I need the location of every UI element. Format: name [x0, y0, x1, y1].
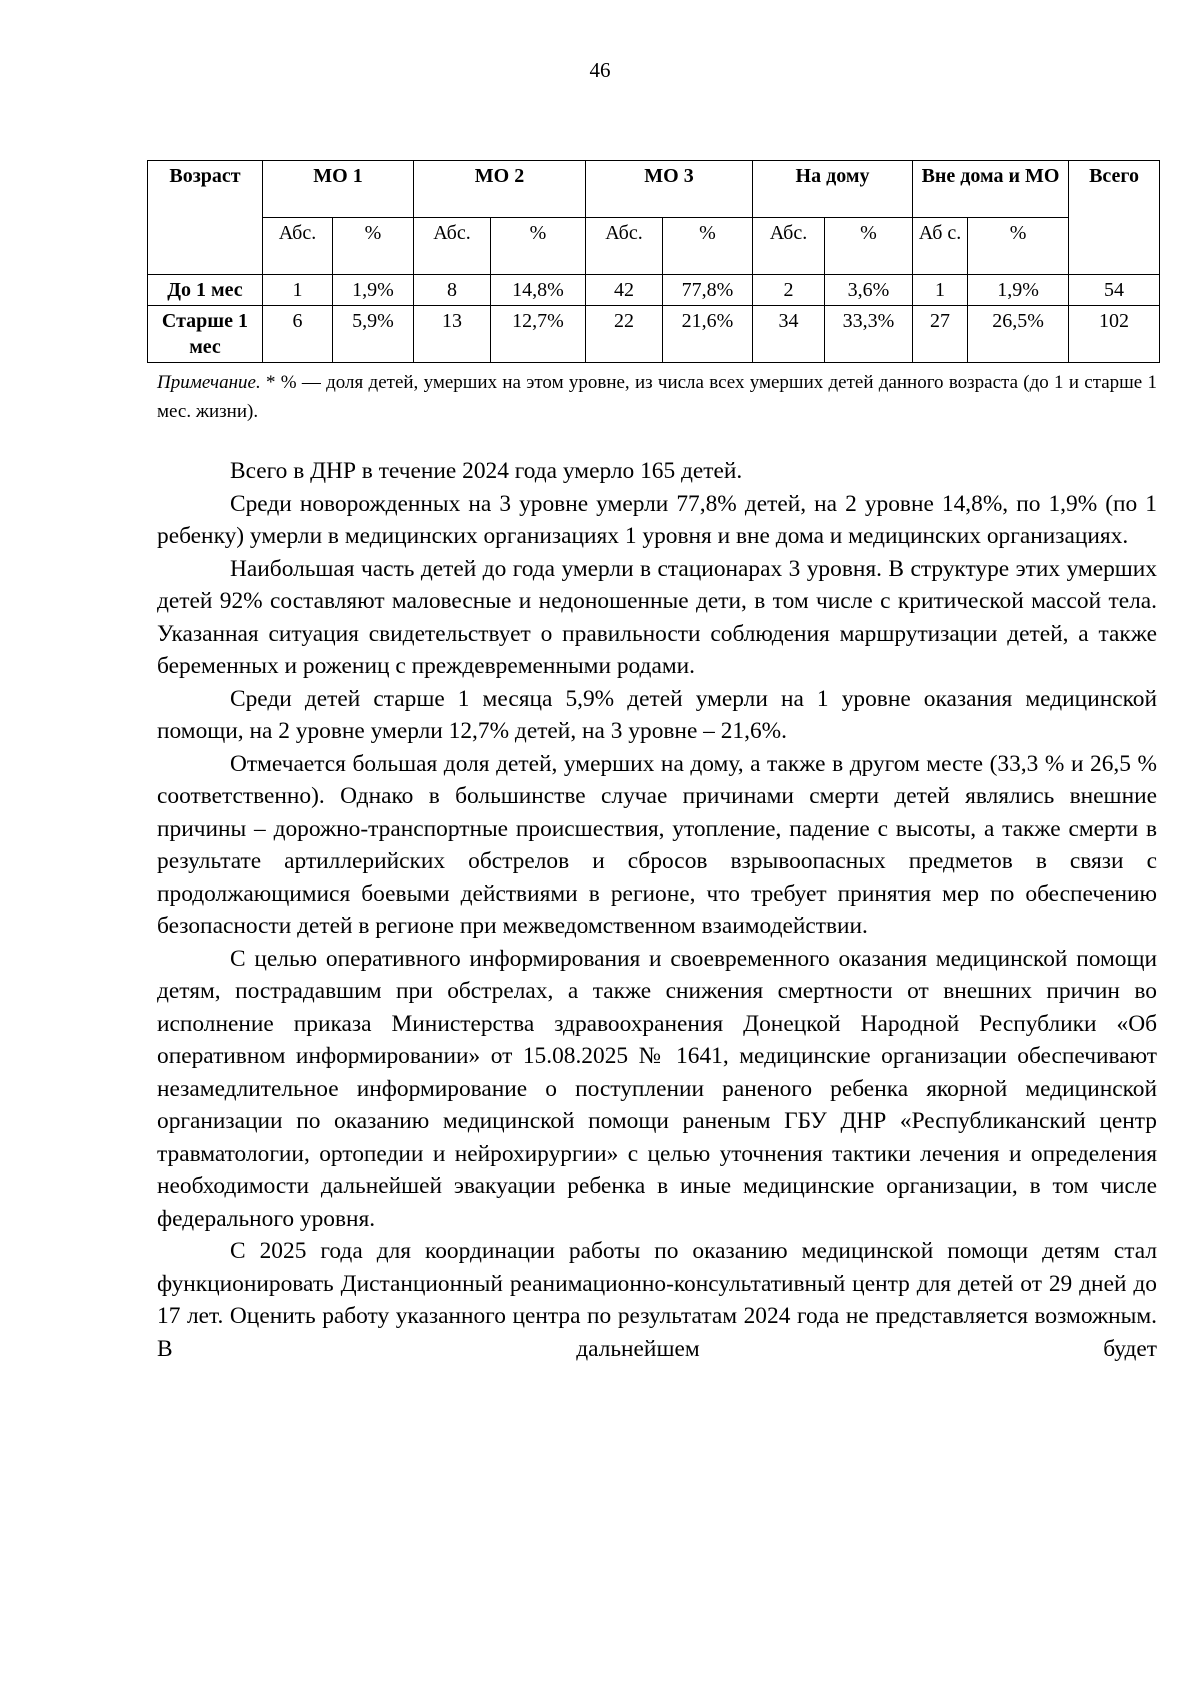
- note-text: * % — доля детей, умерших на этом уровне, из числа всех умерших детей данного возраста (до 1 и старше 1 мес. жизни).: [157, 372, 1157, 422]
- paragraph: Среди новорожденных на 3 уровне умерли 77,8% детей, на 2 уровне 14,8%, по 1,9% (по 1 ребенку) умерли в медицинских организациях 1 уровня и вне дома и медицинских организациях.: [157, 490, 1157, 549]
- table-cell: 33,3%: [825, 306, 913, 363]
- mortality-table: [147, 160, 1160, 363]
- table-cell: 2: [753, 275, 825, 306]
- paragraph: С 2025 года для координации работы по оказанию медицинской помощи детям стал функционировать Дистанционный реанимационно-консультативный центр для детей от 29 дней до 17 лет. Оценить работу указанного центра по результатам 2024 года не представляется возможным. В дальнейшем будет: [157, 1238, 1157, 1362]
- table-cell: 14,8%: [491, 275, 586, 306]
- table-cell: 54: [1069, 275, 1160, 306]
- table-cell: 1,9%: [968, 275, 1069, 306]
- row-label: Старше 1 мес: [148, 306, 263, 363]
- subheader-cell: %: [491, 218, 586, 275]
- table-cell: 12,7%: [491, 306, 586, 363]
- header-total: Всего: [1069, 161, 1160, 275]
- table-cell: 21,6%: [663, 306, 753, 363]
- table-row: [148, 306, 1160, 363]
- subheader-cell: Абс.: [586, 218, 663, 275]
- table-cell: 34: [753, 306, 825, 363]
- table-row: [148, 275, 1160, 306]
- subheader-cell: %: [968, 218, 1069, 275]
- header-mo1: МО 1: [263, 161, 414, 218]
- subheader-cell: %: [663, 218, 753, 275]
- mortality-table-container: [147, 160, 1159, 363]
- table-cell: 1: [913, 275, 968, 306]
- subheader-cell: %: [333, 218, 414, 275]
- subheader-cell: Абс.: [263, 218, 333, 275]
- table-cell: 77,8%: [663, 275, 753, 306]
- table-cell: 13: [414, 306, 491, 363]
- table-cell: 5,9%: [333, 306, 414, 363]
- header-mo3: МО 3: [586, 161, 753, 218]
- paragraph: Всего в ДНР в течение 2024 года умерло 165 детей.: [230, 458, 743, 484]
- table-cell: 1,9%: [333, 275, 414, 306]
- table-header-row: [148, 161, 1160, 218]
- header-age: Возраст: [148, 161, 263, 275]
- table-cell: 42: [586, 275, 663, 306]
- table-cell: 26,5%: [968, 306, 1069, 363]
- table-cell: 22: [586, 306, 663, 363]
- table-cell: 102: [1069, 306, 1160, 363]
- table-subheader-row: [148, 218, 1160, 275]
- paragraph: С целью оперативного информирования и своевременного оказания медицинской помощи детям, пострадавшим при обстрелах, а также снижения смертности от внешних причин во исполнение приказа Министерства здравоохранения Донецкой Народной Республики «Об оперативном информировании» от 15.08.2025 № 1641, медицинские организации обеспечивают незамедлительное информирование о поступлении раненого ребенка якорной медицинской организации по оказанию медицинской помощи раненым ГБУ ДНР «Республиканский центр травматологии, ортопедии и нейрохирургии» с целью уточнения тактики лечения и определения необходимости дальнейшей эвакуации ребенка в иные медицинские организации, в том числе федерального уровня.: [157, 945, 1157, 1232]
- page-number: 46: [589, 58, 611, 82]
- body-text: [157, 455, 1157, 1365]
- row-label: До 1 мес: [148, 275, 263, 306]
- header-mo2: МО 2: [414, 161, 586, 218]
- note-label: Примечание.: [157, 372, 261, 393]
- header-at-home: На дому: [753, 161, 913, 218]
- subheader-cell: Аб с.: [913, 218, 968, 275]
- table-cell: 3,6%: [825, 275, 913, 306]
- table-cell: 8: [414, 275, 491, 306]
- subheader-cell: Абс.: [753, 218, 825, 275]
- paragraph: Среди детей старше 1 месяца 5,9% детей умерли на 1 уровне оказания медицинской помощи, на 2 уровне умерли 12,7% детей, на 3 уровне – 21,6%.: [157, 685, 1157, 744]
- paragraph: Отмечается большая доля детей, умерших на дому, а также в другом месте (33,3 % и 26,5 % соответственно). Однако в большинстве случае причинами смерти детей являлись внешние причины – дорожно-транспортные происшествия, утопление, падение с высоты, а также смерти в результате артиллерийских обстрелов и сбросов взрывоопасных предметов в связи с продолжающимися боевыми действиями в регионе, что требует принятия мер по обеспечению безопасности детей в регионе при межведомственном взаимодействии.: [157, 750, 1157, 939]
- table-cell: 1: [263, 275, 333, 306]
- header-outside: Вне дома и МО: [913, 161, 1069, 218]
- table-note: [157, 368, 1157, 426]
- table-cell: 27: [913, 306, 968, 363]
- subheader-cell: Абс.: [414, 218, 491, 275]
- table-cell: 6: [263, 306, 333, 363]
- subheader-cell: %: [825, 218, 913, 275]
- paragraph: Наибольшая часть детей до года умерли в стационарах 3 уровня. В структуре этих умерших детей 92% составляют маловесные и недоношенные дети, в том числе с критической массой тела. Указанная ситуация свидетельствует о правильности соблюдения маршрутизации детей, а также беременных и рожениц с преждевременными родами.: [157, 555, 1157, 679]
